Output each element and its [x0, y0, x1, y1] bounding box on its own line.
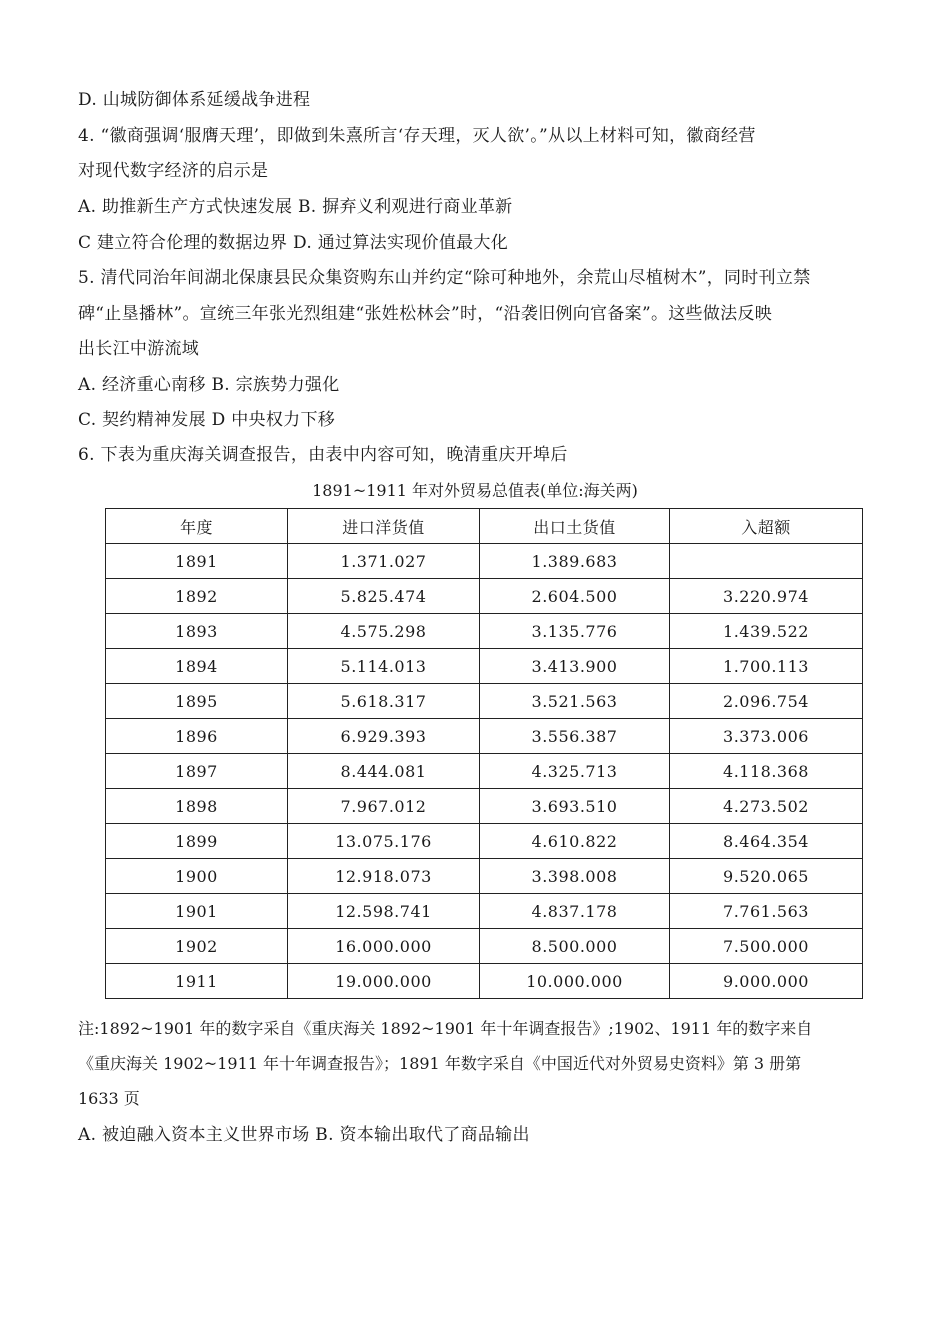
table-note-line-2: 《重庆海关 1902~1911 年十年调查报告》；1891 年数字采自《中国近代对外贸易史资料》第 3 册第 [78, 1054, 802, 1073]
table-header-row [106, 509, 863, 544]
cell-export: 3.413.900 [480, 649, 670, 684]
cell-deficit: 4.118.368 [670, 754, 863, 789]
table-row [106, 719, 863, 754]
q5-stem-line-1: 5. 清代同治年间湖北保康县民众集资购东山并约定“除可种地外，余荒山尽植树木”，同时刊立禁 [78, 268, 811, 288]
cell-import: 19.000.000 [288, 964, 480, 999]
table-row [106, 929, 863, 964]
cell-import: 4.575.298 [288, 614, 480, 649]
cell-import: 12.918.073 [288, 859, 480, 894]
cell-export: 3.135.776 [480, 614, 670, 649]
q6-stem: 6. 下表为重庆海关调查报告，由表中内容可知，晚清重庆开埠后 [78, 445, 568, 465]
table-body [106, 544, 863, 999]
cell-import: 6.929.393 [288, 719, 480, 754]
q5-options-ab: A. 经济重心南移 B. 宗族势力强化 [78, 375, 340, 395]
q4-options-cd: C 建立符合伦理的数据边界 D. 通过算法实现价值最大化 [78, 233, 509, 253]
table-row [106, 684, 863, 719]
q4-options-ab: A. 助推新生产方式快速发展 B. 摒弃义利观进行商业革新 [78, 197, 513, 217]
cell-year: 1899 [106, 824, 288, 859]
cell-import: 12.598.741 [288, 894, 480, 929]
table-row [106, 824, 863, 859]
cell-deficit: 7.761.563 [670, 894, 863, 929]
header-year: 年度 [106, 509, 288, 544]
cell-deficit: 3.220.974 [670, 579, 863, 614]
cell-export: 4.325.713 [480, 754, 670, 789]
cell-year: 1898 [106, 789, 288, 824]
table-row [106, 579, 863, 614]
cell-deficit: 9.520.065 [670, 859, 863, 894]
table-row [106, 789, 863, 824]
cell-deficit [670, 544, 863, 579]
cell-deficit: 3.373.006 [670, 719, 863, 754]
cell-deficit: 1.700.113 [670, 649, 863, 684]
cell-export: 3.693.510 [480, 789, 670, 824]
cell-year: 1893 [106, 614, 288, 649]
q4-stem-line-2: 对现代数字经济的启示是 [78, 161, 269, 181]
q6-options-ab: A. 被迫融入资本主义世界市场 B. 资本输出取代了商品输出 [78, 1125, 530, 1145]
cell-year: 1911 [106, 964, 288, 999]
cell-export: 3.521.563 [480, 684, 670, 719]
cell-import: 5.114.013 [288, 649, 480, 684]
cell-deficit: 4.273.502 [670, 789, 863, 824]
q5-stem-line-2: 碑“止垦播林”。宣统三年张光烈组建“张姓松林会”时，“沿袭旧例向官备案”。这些做法反映 [78, 304, 773, 324]
q5-options-cd: C. 契约精神发展 D 中央权力下移 [78, 410, 336, 430]
q5-stem-line-3: 出长江中游流域 [78, 339, 200, 359]
cell-import: 7.967.012 [288, 789, 480, 824]
cell-export: 4.610.822 [480, 824, 670, 859]
cell-export: 1.389.683 [480, 544, 670, 579]
cell-export: 8.500.000 [480, 929, 670, 964]
cell-deficit: 1.439.522 [670, 614, 863, 649]
cell-import: 13.075.176 [288, 824, 480, 859]
trade-table [105, 508, 863, 999]
cell-import: 5.618.317 [288, 684, 480, 719]
cell-year: 1901 [106, 894, 288, 929]
q4-stem-line-1: 4. “徽商强调‘服膺天理’，即做到朱熹所言‘存天理，灭人欲’。”从以上材料可知，徽商经营 [78, 126, 756, 146]
header-deficit: 入超额 [670, 509, 863, 544]
table-title: 1891~1911 年对外贸易总值表(单位:海关两) [312, 481, 638, 500]
table-row [106, 614, 863, 649]
cell-deficit: 7.500.000 [670, 929, 863, 964]
cell-import: 16.000.000 [288, 929, 480, 964]
cell-export: 4.837.178 [480, 894, 670, 929]
table-row [106, 754, 863, 789]
cell-deficit: 2.096.754 [670, 684, 863, 719]
cell-year: 1902 [106, 929, 288, 964]
cell-export: 2.604.500 [480, 579, 670, 614]
table-row [106, 649, 863, 684]
cell-export: 3.398.008 [480, 859, 670, 894]
cell-deficit: 9.000.000 [670, 964, 863, 999]
table-row [106, 894, 863, 929]
cell-year: 1900 [106, 859, 288, 894]
cell-deficit: 8.464.354 [670, 824, 863, 859]
cell-import: 8.444.081 [288, 754, 480, 789]
table-row [106, 859, 863, 894]
cell-export: 10.000.000 [480, 964, 670, 999]
q3-option-d: D. 山城防御体系延缓战争进程 [78, 90, 311, 110]
cell-year: 1895 [106, 684, 288, 719]
cell-import: 5.825.474 [288, 579, 480, 614]
header-export: 出口土货值 [480, 509, 670, 544]
cell-year: 1894 [106, 649, 288, 684]
cell-year: 1892 [106, 579, 288, 614]
cell-import: 1.371.027 [288, 544, 480, 579]
cell-year: 1897 [106, 754, 288, 789]
cell-export: 3.556.387 [480, 719, 670, 754]
header-import: 进口洋货值 [288, 509, 480, 544]
table-note-line-3: 1633 页 [78, 1089, 140, 1108]
table-note-line-1: 注:1892~1901 年的数字采自《重庆海关 1892~1901 年十年调查报告》;1902、1911 年的数字来自 [78, 1019, 813, 1038]
table-row [106, 964, 863, 999]
table-row [106, 544, 863, 579]
cell-year: 1891 [106, 544, 288, 579]
cell-year: 1896 [106, 719, 288, 754]
